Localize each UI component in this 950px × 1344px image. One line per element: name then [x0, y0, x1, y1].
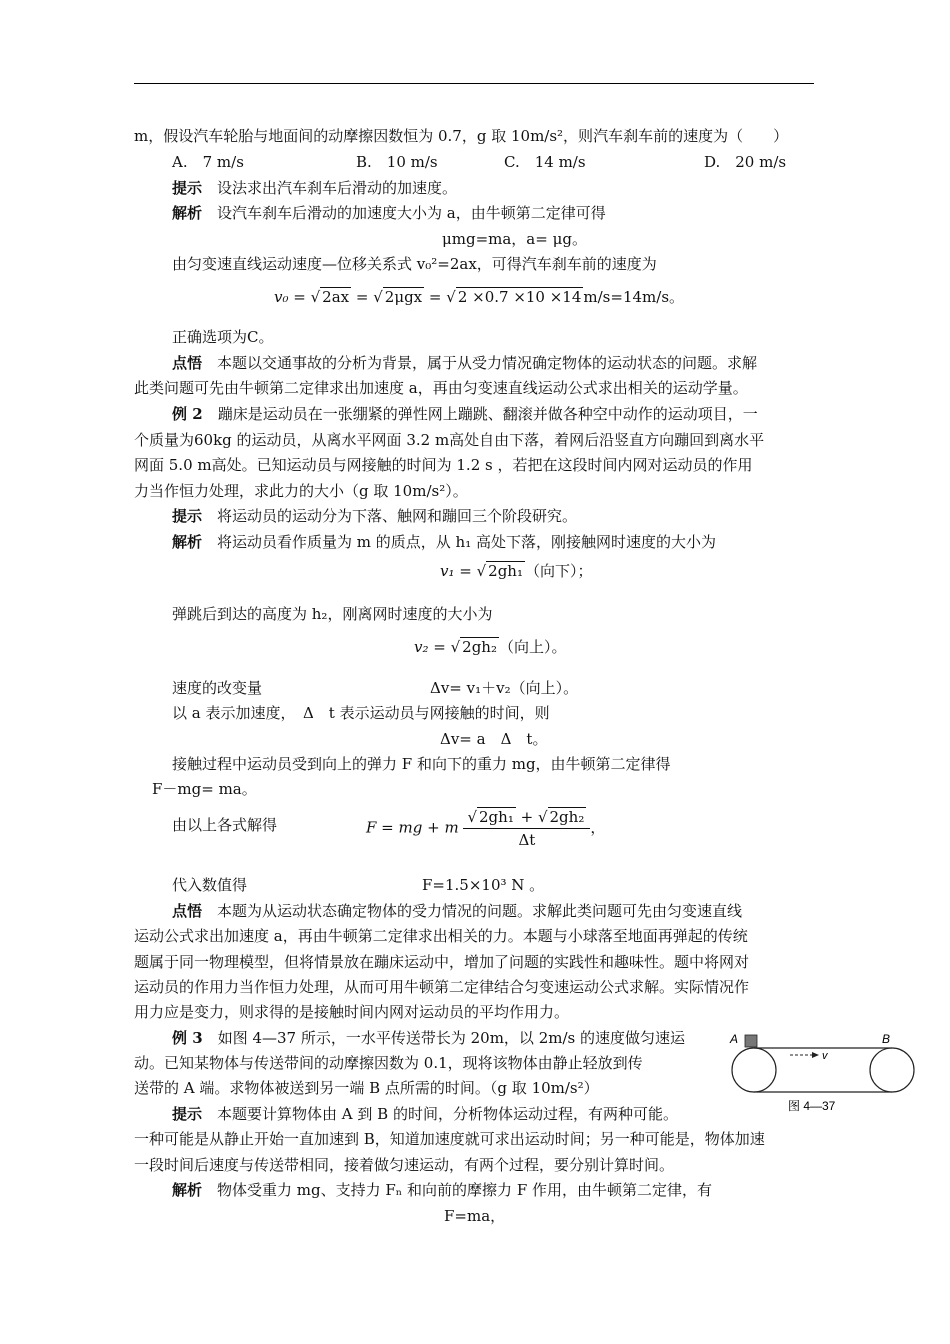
arrow-head	[812, 1052, 819, 1058]
equation: Δv= a Δ t。	[440, 730, 548, 748]
text-line: 速度的改变量	[172, 679, 263, 697]
equation: Δv= v₁＋v₂（向上）。	[430, 679, 579, 697]
text-line: 用力应是变力，则求得的是接触时间内网对运动员的平均作用力。	[134, 1003, 570, 1021]
conveyor-belt-figure	[724, 1028, 924, 1114]
text-line: 送带的 A 端。求物体被送到另一端 B 点所需的时间。（g 取 10m/s²）	[134, 1079, 599, 1097]
text-line: 由以上各式解得	[172, 816, 278, 834]
point-line: 点悟 本题以交通事故的分析为背景，属于从受力情况确定物体的运动状态的问题。求解	[172, 354, 758, 372]
text-line: 个质量为60kg 的运动员，从离水平网面 3.2 m高处自由下落，着网后沿竖直方向蹦回到离水平	[134, 431, 765, 449]
text-line: 运动员的作用力当作恒力处理，从而可用牛顿第二定律结合匀变速运动公式求解。实际情况作	[134, 978, 750, 996]
label-b: B	[882, 1032, 891, 1046]
option-d: D. 20 m/s	[704, 153, 787, 171]
text-line: 弹跳后到达的高度为 h₂，刚离网时速度的大小为	[172, 605, 493, 623]
text-line: 由匀变速直线运动速度—位移关系式 v₀²=2ax，可得汽车刹车前的速度为	[172, 255, 657, 273]
point-line: 点悟 本题为从运动状态确定物体的受力情况的问题。求解此类问题可先由匀变速直线	[172, 902, 743, 920]
option-b: B. 10 m/s	[356, 153, 438, 171]
text-line: 动。已知某物体与传送带间的动摩擦因数为 0.1，现将该物体由静止轻放到传	[134, 1054, 643, 1072]
analysis-line: 解析 设汽车刹车后滑动的加速度大小为 a，由牛顿第二定律可得	[172, 204, 606, 222]
text-line: 力当作恒力处理，求此力的大小（g 取 10m/s²）。	[134, 482, 468, 500]
text-line: 接触过程中运动员受到向上的弹力 F 和向下的重力 mg，由牛顿第二定律得	[172, 755, 671, 773]
header-rule	[134, 83, 814, 84]
text-line: 一段时间后速度与传送带相同，接着做匀速运动，有两个过程，要分别计算时间。	[134, 1156, 675, 1174]
text-line: 一种可能是从静止开始一直加速到 B，知道加速度就可求出运动时间；另一种可能是，物体加速	[134, 1130, 765, 1148]
hint-line: 提示 将运动员的运动分为下落、触网和蹦回三个阶段研究。	[172, 507, 578, 525]
equation-v1: v₁ = √ 2gh₁ （向下）；	[440, 562, 593, 580]
example-line: 例 2 蹦床是运动员在一张绷紧的弹性网上蹦跳、翻滚并做各种空中动作的运动项目，一	[172, 405, 758, 423]
text-line: 此类问题可先由牛顿第二定律求出加速度 a，再由匀变速直线运动公式求出相关的运动学量。	[134, 379, 748, 397]
hint-line: 提示 本题要计算物体由 A 到 B 的时间，分析物体运动过程，有两种可能。	[172, 1105, 678, 1123]
text-line: 代入数值得	[172, 876, 248, 894]
option-a: A. 7 m/s	[172, 153, 244, 171]
label-v: v	[822, 1050, 828, 1062]
answer-line: 正确选项为C。	[172, 328, 274, 346]
equation: μmg=ma，a= μg。	[442, 230, 587, 248]
example-line: 例 3 如图 4—37 所示，一水平传送带长为 20m，以 2m/s 的速度做匀速运	[172, 1029, 685, 1047]
equation: F=1.5×10³ N 。	[422, 876, 545, 894]
block	[745, 1035, 757, 1047]
text-line: 网面 5.0 m高处。已知运动员与网接触的时间为 1.2 s ，若把在这段时间内网对运动员的作用	[134, 456, 753, 474]
left-pulley	[732, 1048, 776, 1092]
text-line: m，假设汽车轮胎与地面间的动摩擦因数恒为 0.7，g 取 10m/s²，则汽车刹车前的速度为（ ）	[134, 127, 789, 145]
figure-caption: 图 4—37	[788, 1099, 836, 1113]
option-c: C. 14 m/s	[504, 153, 586, 171]
equation: F－mg= ma。	[152, 780, 257, 798]
equation-force: F = mg + m $\frac{\text{√ 2gh₁ + √ 2gh₂}}{\Delta t}$ ，	[366, 808, 606, 849]
text-line: 运动公式求出加速度 a，再由牛顿第二定律求出相关的力。本题与小球落至地面再弹起的传统	[134, 927, 748, 945]
analysis-line: 解析 物体受重力 mg、支持力 Fₙ 和向前的摩擦力 F 作用，由牛顿第二定律，有	[172, 1181, 713, 1199]
right-pulley	[870, 1048, 914, 1092]
equation-v0: v₀ = √ 2ax = √ 2μgx = √ 2 ×0.7 ×10 ×14 m/s=14m/s。	[274, 288, 685, 306]
hint-line: 提示 设法求出汽车刹车后滑动的加速度。	[172, 179, 458, 197]
equation-v2: v₂ = √ 2gh₂ （向上）。	[414, 638, 567, 656]
text-line: 题属于同一物理模型，但将情景放在蹦床运动中，增加了问题的实践性和趣味性。题中将网对	[134, 953, 750, 971]
analysis-line: 解析 将运动员看作质量为 m 的质点，从 h₁ 高处下落，刚接触网时速度的大小为	[172, 533, 717, 551]
equation: F=ma，	[444, 1207, 506, 1225]
label-a: A	[730, 1032, 739, 1046]
text-line: 以 a 表示加速度， Δ t 表示运动员与网接触的时间，则	[172, 704, 550, 722]
